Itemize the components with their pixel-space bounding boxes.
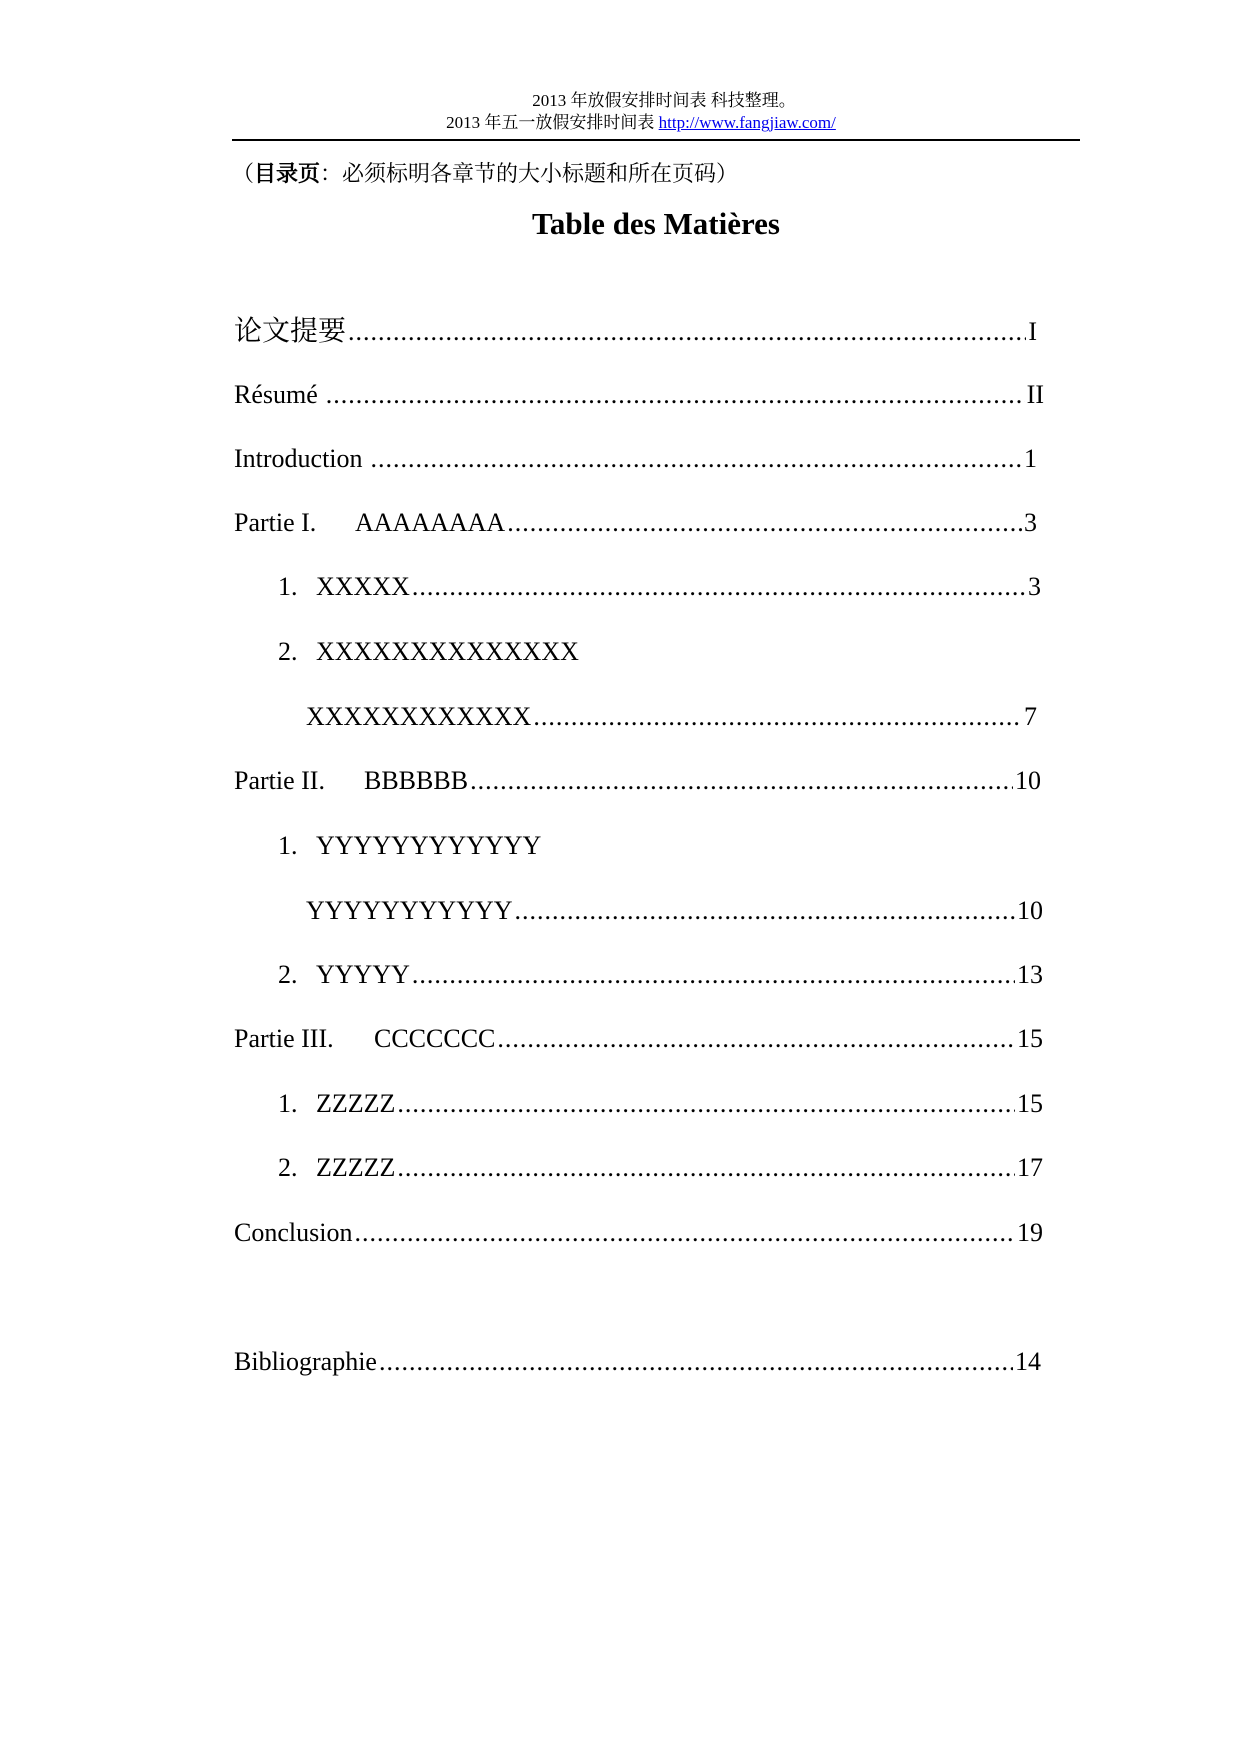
note-bold: 目录页 — [254, 161, 321, 186]
toc-entry-page: 10 — [1017, 896, 1043, 925]
toc-entry-partie-1[interactable] — [234, 506, 1037, 540]
toc-entry-number: Partie I. — [234, 508, 317, 537]
toc-entry-3-1[interactable] — [278, 1087, 1043, 1121]
toc-entry-1-2-first-line[interactable] — [278, 635, 1041, 669]
toc-leader-dots — [412, 958, 1015, 992]
toc-entry-page: I — [1028, 317, 1037, 346]
toc-entry-2-1-second-line[interactable] — [306, 894, 1043, 928]
toc-entry-number: Partie III. — [234, 1024, 334, 1053]
toc-entry-number: Partie II. — [234, 766, 325, 795]
toc-entry-label — [234, 764, 468, 798]
toc-entry-label — [278, 1087, 395, 1121]
toc-leader-dots — [470, 764, 1013, 798]
toc-entry-conclusion[interactable] — [234, 1216, 1043, 1250]
toc-entry-title: AAAAAAAA — [355, 508, 506, 537]
toc-entry-label — [278, 570, 410, 604]
toc-leader-dots — [326, 378, 1025, 412]
toc-entry-number: 1. — [278, 831, 298, 860]
toc-leader-dots — [348, 315, 1026, 349]
toc-entry-label — [278, 958, 410, 992]
toc-leader-dots — [397, 1087, 1015, 1121]
toc-entry-page: 13 — [1017, 960, 1043, 989]
toc-entry-label: Résumé — [234, 380, 318, 409]
toc-leader-dots — [354, 1216, 1015, 1250]
toc-entry-introduction[interactable] — [234, 442, 1037, 476]
note-rest: ：必须标明各章节的大小标题和所在页码） — [320, 161, 739, 186]
toc-leader-dots — [507, 506, 1022, 540]
toc-entry-label — [234, 506, 505, 540]
toc-entry-partie-2[interactable] — [234, 764, 1041, 798]
toc-entry-label: Bibliographie — [234, 1347, 377, 1376]
toc-entry-page: 19 — [1017, 1218, 1043, 1247]
toc-entry-page: 1 — [1024, 444, 1037, 473]
toc-entry-label: 论文提要 — [234, 316, 347, 347]
page-title: Table des Matières — [532, 206, 780, 241]
toc-entry-page: 15 — [1017, 1024, 1043, 1053]
note-open: （ — [232, 161, 255, 186]
toc-entry-title: YYYYY — [316, 960, 410, 989]
toc-entry-page: 3 — [1028, 572, 1041, 601]
toc-entry-title: XXXXX — [316, 572, 410, 601]
toc-entry-label: Conclusion — [234, 1218, 353, 1247]
toc-entry-1-1[interactable] — [278, 570, 1041, 604]
toc-leader-dots — [497, 1022, 1015, 1056]
toc-entry-page: II — [1026, 380, 1044, 409]
toc-entry-2-1-first-line[interactable] — [278, 829, 1041, 863]
toc-entry-page: 3 — [1024, 508, 1037, 537]
toc-entry-bibliographie[interactable] — [234, 1345, 1041, 1379]
toc-entry-3-2[interactable] — [278, 1151, 1043, 1185]
toc-entry-label — [278, 635, 579, 669]
toc-leader-dots — [412, 570, 1026, 604]
toc-entry-number: 2. — [278, 960, 298, 989]
toc-entry-page: 7 — [1024, 702, 1037, 731]
toc-entry-page: 15 — [1017, 1089, 1043, 1118]
toc-entry-title: BBBBBB — [364, 766, 469, 795]
toc-entry-resume[interactable] — [234, 378, 1044, 412]
header-line-2-text: 2013 年五一放假安排时间表 — [446, 113, 659, 132]
toc-entry-page: 10 — [1015, 766, 1041, 795]
toc-entry-title: CCCCCCC — [374, 1024, 496, 1053]
toc-entry-title: ZZZZZ — [316, 1089, 396, 1118]
toc-entry-label — [278, 1151, 395, 1185]
toc-entry-2-2[interactable] — [278, 958, 1043, 992]
toc-entry-title: XXXXXXXXXXXXXX — [316, 637, 579, 666]
toc-leader-dots — [379, 1345, 1013, 1379]
toc-entry-label — [278, 829, 541, 863]
toc-entry-label: Introduction — [234, 444, 363, 473]
toc-entry-abstract-cn[interactable] — [234, 315, 1037, 349]
toc-entry-page: 17 — [1017, 1153, 1043, 1182]
toc-entry-label: XXXXXXXXXXXX — [306, 702, 532, 731]
toc-entry-label — [234, 1022, 495, 1056]
toc-entry-title: ZZZZZ — [316, 1153, 396, 1182]
toc-entry-partie-3[interactable] — [234, 1022, 1043, 1056]
header-link[interactable]: http://www.fangjiaw.com/ — [658, 113, 836, 132]
toc-entry-page: 14 — [1015, 1347, 1041, 1376]
toc-leader-dots — [397, 1151, 1015, 1185]
toc-leader-dots — [515, 894, 1015, 928]
toc-entry-number: 1. — [278, 1089, 298, 1118]
header-line-1: 2013 年放假安排时间表 科技整理。 — [532, 91, 796, 110]
toc-leader-dots — [371, 442, 1022, 476]
toc-entry-1-2-second-line[interactable] — [306, 700, 1037, 734]
toc-entry-title: YYYYYYYYYYYY — [316, 831, 542, 860]
toc-entry-label: YYYYYYYYYYY — [306, 896, 513, 925]
toc-entry-number: 2. — [278, 1153, 298, 1182]
toc-entry-number: 2. — [278, 637, 298, 666]
toc-leader-dots — [533, 700, 1022, 734]
toc-entry-number: 1. — [278, 572, 298, 601]
